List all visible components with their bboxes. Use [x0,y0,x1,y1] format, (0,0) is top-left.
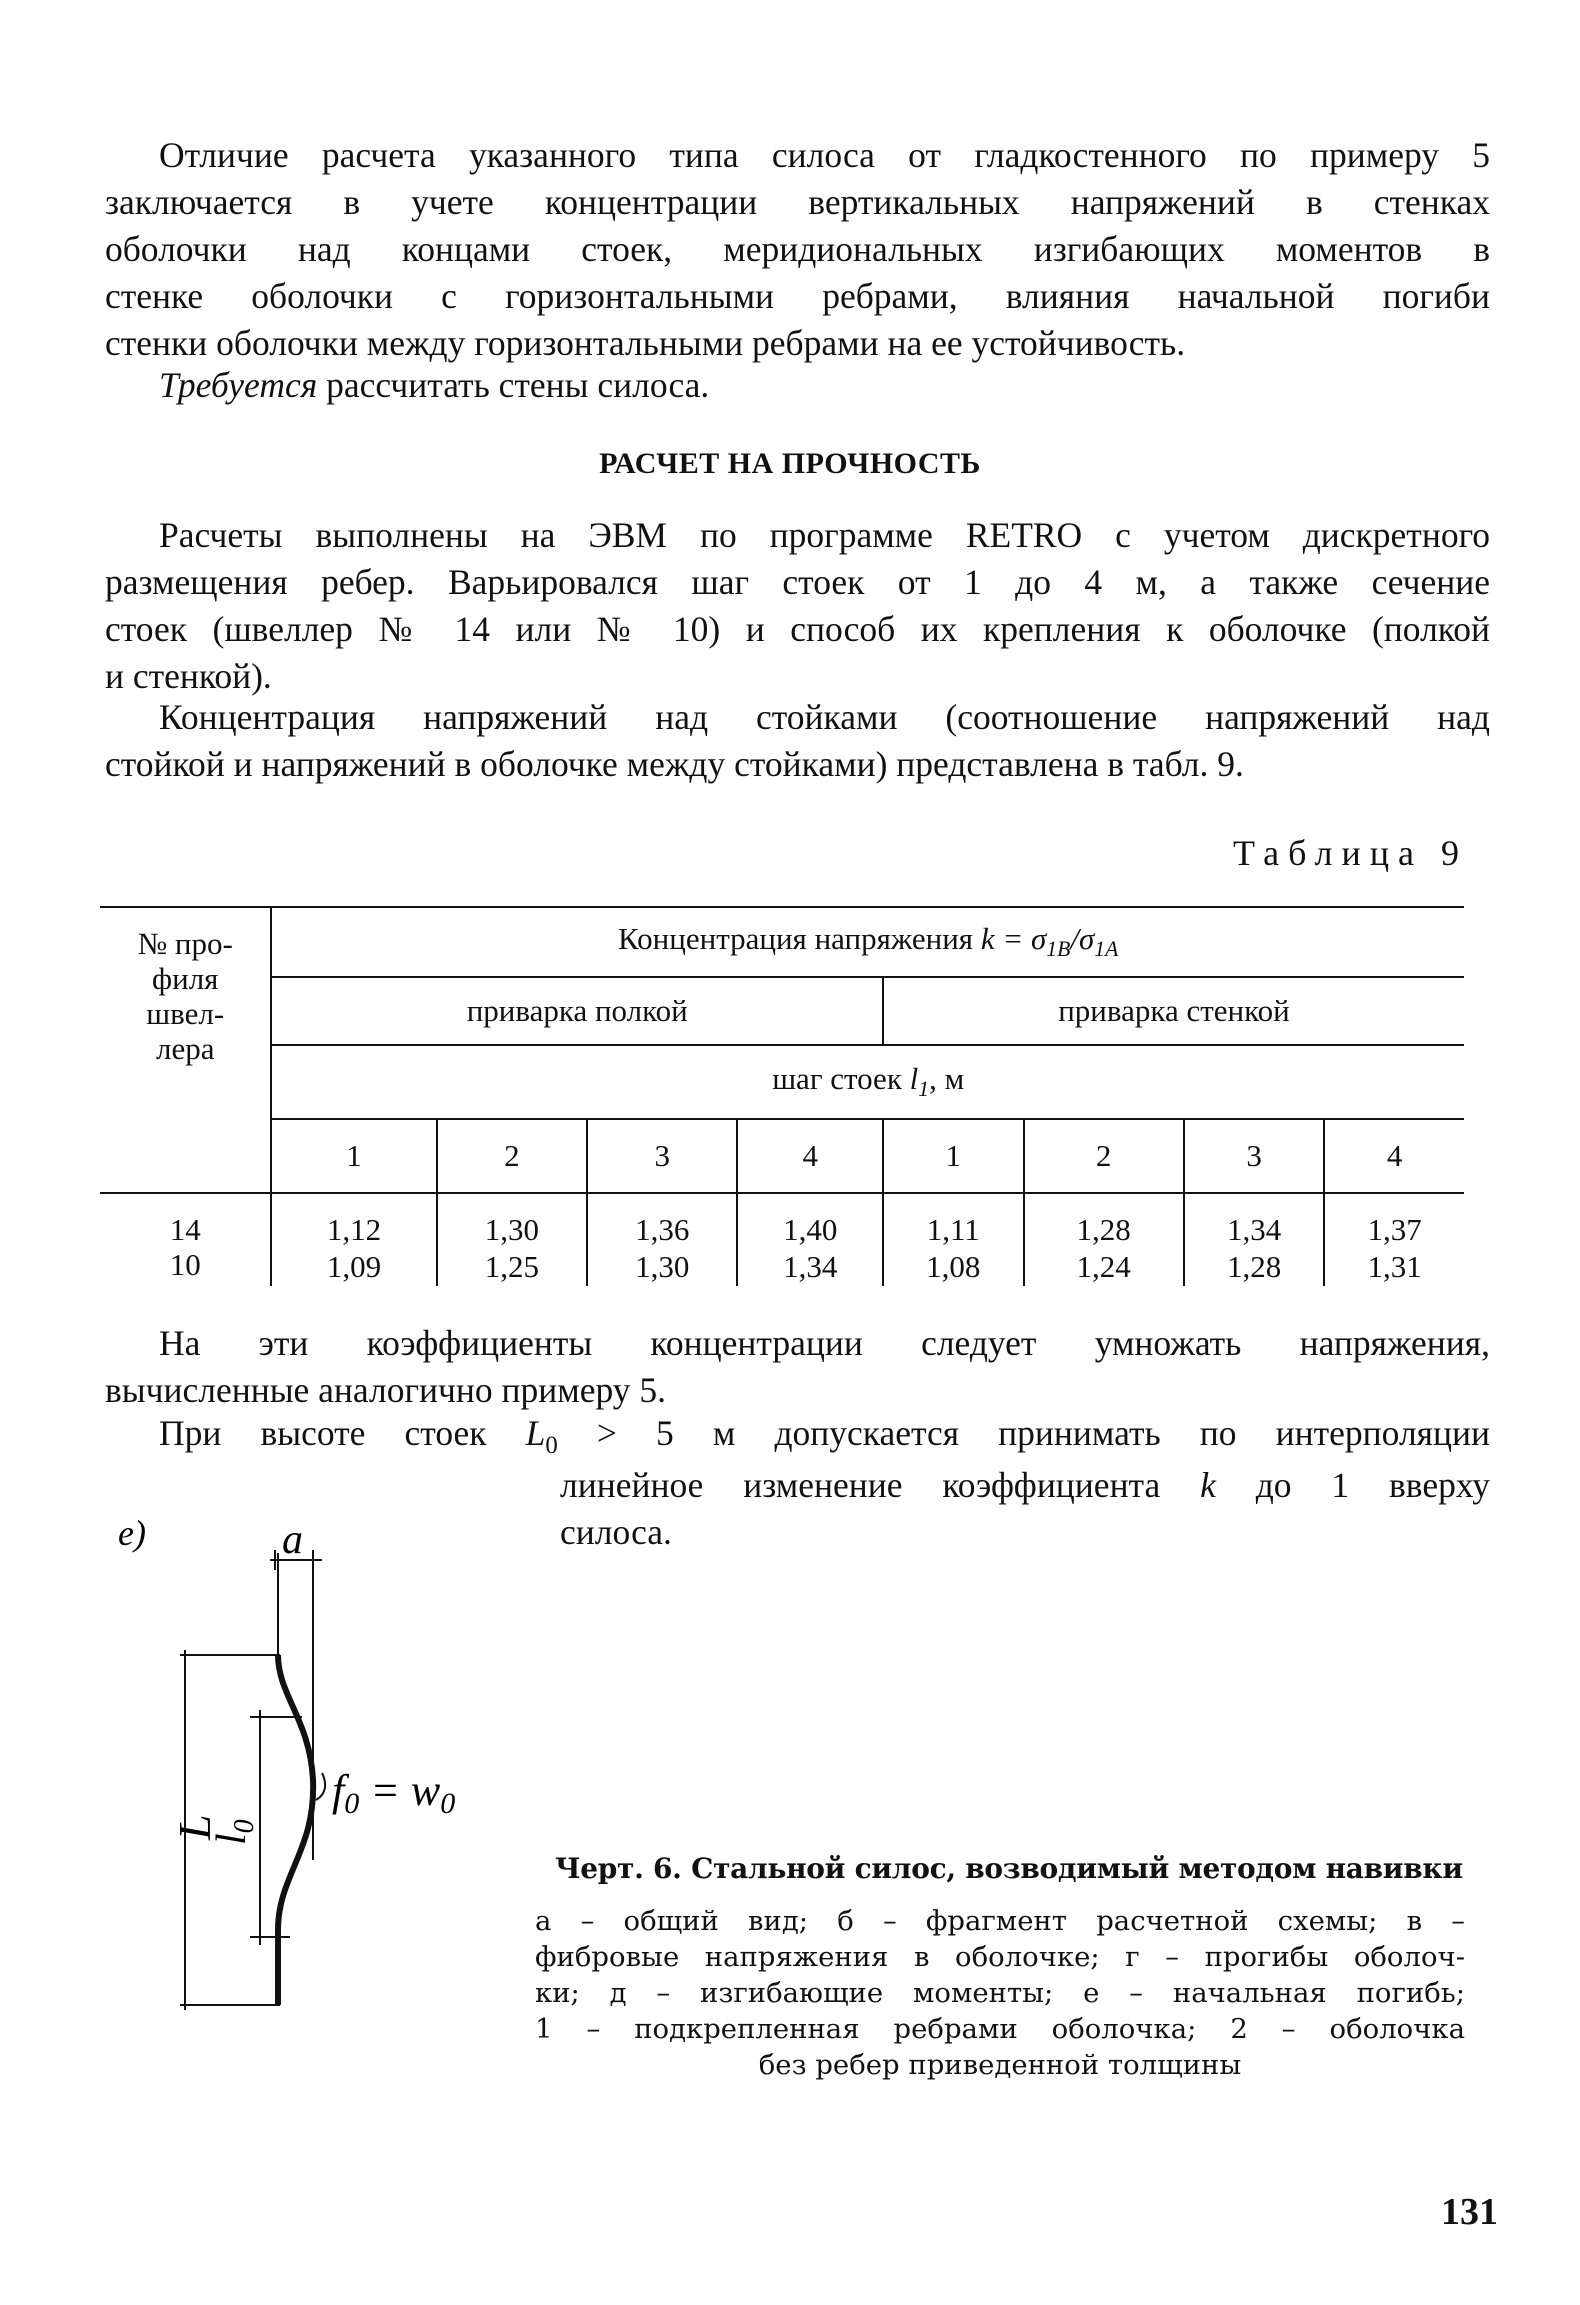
figure-caption-body [535,1903,1465,2083]
value-cell: 1,24 [1024,1247,1184,1286]
figure-dim-a: a [282,1517,303,1563]
intro-line: Отличие расчета указанного типа силоса от гладкостенного по примеру 5 [159,135,1490,175]
header-formula: $k = \sigma_{1B}/\sigma_{1A}$ [980,921,1119,962]
caption-line: ки; д – изгибающие моменты; е – начальная погибь; [535,1977,1465,2009]
column-header: 2 [437,1119,587,1193]
value-cell: 1,28 [1024,1193,1184,1247]
calc-line: стоек (швеллер № 14 или № 10) и способ их крепления к оболочке (полкой [105,609,1490,649]
deflected-wall [278,1655,313,2005]
caption-line: без ребер приведенной толщины [758,2049,1242,2081]
profile-cell: 14 [169,1212,201,1247]
value-cell: 1,11 [883,1193,1024,1247]
value-cell: 1,08 [883,1247,1024,1286]
height-line-1: При высоте стоек $L_0 > 5$ м допускается принимать по интерполяции [159,1413,1490,1460]
value-cell: 1,40 [737,1193,883,1247]
column-header: 3 [1184,1119,1325,1193]
calc-line: и стенкой). [105,656,272,696]
figure-dim-L: L [169,1814,220,1840]
stub-header-line: лера [155,1031,215,1066]
table-caption: Таблица 9 [1233,833,1468,873]
column-header: 3 [587,1119,737,1193]
stub-header-line: филя [152,961,219,996]
stub-header-line: № про- [137,926,233,961]
table-row [100,1193,1464,1247]
column-header: 1 [883,1119,1024,1193]
value-cell: 1,09 [271,1247,436,1286]
value-cell: 1,36 [587,1193,737,1247]
page-number: 131 [1441,2191,1498,2233]
value-cell: 1,30 [437,1193,587,1247]
intro-line: стенки оболочки между горизонтальными ребрами на ее устойчивость. [105,323,1186,363]
height-paragraph-cont [560,1462,1490,1556]
step-symbol: $l_1$ [909,1061,930,1102]
stub-header [100,907,271,1193]
table-row [100,1247,1464,1286]
value-cell: 1,25 [437,1247,587,1286]
after-table-paragraph [105,1320,1490,1414]
header-main-text: Концентрация напряжения [618,921,981,957]
height-line-3: силоса. [560,1512,672,1552]
after-table-line: На эти коэффициенты концентрации следует умножать напряжения, [159,1323,1490,1363]
column-header: 4 [1324,1119,1464,1193]
stub-header-line: швел- [146,996,225,1031]
column-header: 1 [271,1119,436,1193]
intro-line: стенке оболочки с горизонтальными ребрами, влияния начальной погиби [105,276,1490,316]
value-cell: 1,30 [587,1247,737,1286]
section-heading: РАСЧЕТ НА ПРОЧНОСТЬ [599,447,981,480]
calc-line: Расчеты выполнены на ЭВМ по программе RETRO с учетом дискретного [159,515,1490,555]
figure-dim-l0: l0 [209,1819,260,1845]
figure-formula: f0 = w0 [332,1766,456,1820]
required-line [105,362,1490,409]
figure-initial-deflection [110,1505,530,2015]
intro-line: оболочки над концами стоек, меридиональных изгибающих моментов в [105,229,1490,269]
column-header: 2 [1024,1119,1184,1193]
after-table-line: вычисленные аналогично примеру 5. [105,1370,666,1410]
height-line-2: линейное изменение коэффициента k до 1 вверху [560,1465,1490,1505]
header-concentration [271,907,1464,977]
required-italic: Требуется [159,365,318,405]
value-cell: 1,34 [737,1247,883,1286]
concentration-paragraph [105,694,1490,788]
value-cell: 1,31 [1324,1247,1464,1286]
value-cell: 1,34 [1184,1193,1325,1247]
profile-cell: 10 [169,1247,201,1282]
caption-line: 1 – подкрепленная ребрами оболочка; 2 – оболочка [535,2013,1465,2045]
value-cell: 1,37 [1324,1193,1464,1247]
concentration-line: стойкой и напряжений в оболочке между стойками) представлена в табл. 9. [105,744,1244,784]
deflection-pointer [316,1773,325,1800]
caption-line: фибровые напряжения в оболочке; г – прогибы оболоч- [535,1941,1465,1973]
table-9 [100,906,1464,1286]
concentration-line: Концентрация напряжений над стойками (соотношение напряжений над [159,697,1490,737]
value-cell: 1,12 [271,1193,436,1247]
step-label: шаг стоек [772,1061,910,1097]
caption-line: а – общий вид; б – фрагмент расчетной схемы; в – [535,1905,1465,1937]
figure-panel-label: е) [118,1513,146,1553]
calc-paragraph [105,512,1490,700]
group-left: приварка полкой [271,977,883,1045]
column-header: 4 [737,1119,883,1193]
value-cell: 1,28 [1184,1247,1325,1286]
calc-line: размещения ребер. Варьировался шаг стоек от 1 до 4 м, а также сечение [105,562,1490,602]
intro-paragraph [105,132,1490,367]
required-rest: рассчитать стены силоса. [317,365,710,405]
figure-caption-title: Черт. 6. Стальной силос, возводимый методом навивки [555,1852,1463,1885]
step-unit: , м [929,1061,965,1097]
height-paragraph [105,1410,1490,1469]
group-right: приварка стенкой [883,977,1464,1045]
step-header [271,1045,1464,1119]
intro-line: заключается в учете концентрации вертикальных напряжений в стенках [105,182,1490,222]
